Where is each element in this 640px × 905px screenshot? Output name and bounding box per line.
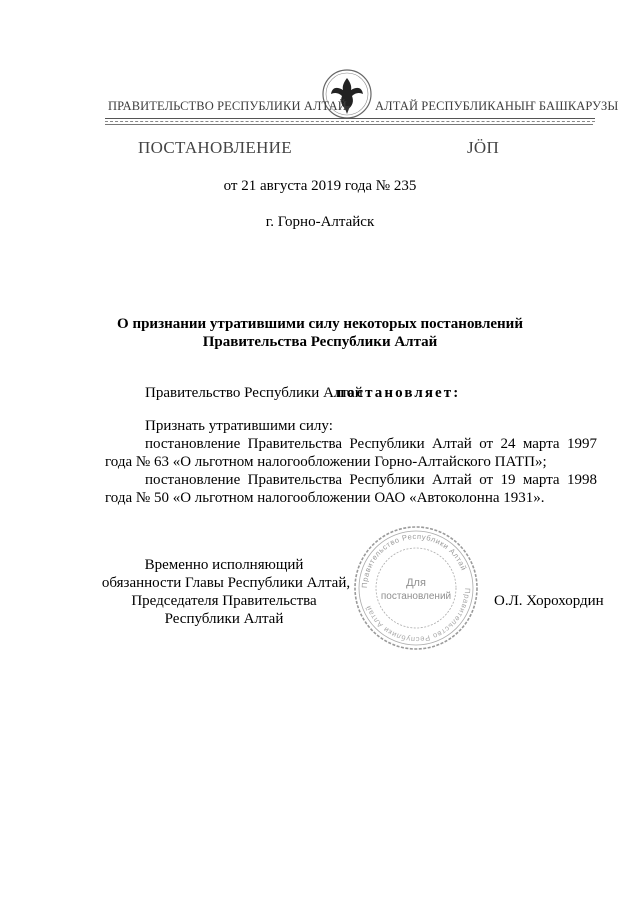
stamp-ring-text-2: Правительство Республики Алтай (363, 587, 473, 645)
header-rule (105, 121, 595, 122)
document-title: О признании утратившими силу некоторых постановлений (117, 316, 523, 332)
header-rule (105, 124, 593, 125)
repealed-item: постановление Правительства Республики Алтай от 24 марта 1997 (145, 436, 597, 452)
signatory-title: Председателя Правительства (131, 593, 317, 609)
doc-type-ru: ПОСТАНОВЛЕНИЕ (138, 138, 292, 157)
stamp-center-line1: Для (406, 577, 426, 589)
official-stamp (352, 524, 480, 652)
signer-name: О.Л. Хорохордин (494, 593, 604, 609)
signatory-title: обязанности Главы Республики Алтай, (101, 575, 351, 591)
date-number-line: от 21 августа 2019 года № 235 (223, 178, 417, 194)
doc-type-alt: JÖП (467, 138, 500, 157)
signatory-title: Республики Алтай (164, 611, 284, 627)
repealed-item: постановление Правительства Республики Алтай от 19 марта 1998 (145, 472, 597, 488)
city-line: г. Горно-Алтайск (265, 214, 375, 230)
stamp-ring-text: Правительство Республики Алтай (359, 531, 469, 589)
repealed-item: года № 63 «О льготном налогообложении Горно-Алтайского ПАТП»; (105, 454, 547, 470)
decree-verb: постановляет: (336, 385, 461, 401)
government-name-alt: АЛТАЙ РЕСПУБЛИКАНЫҤ БАШКАРУЗЫ (375, 99, 619, 113)
document-title: Правительства Республики Алтай (202, 334, 438, 350)
decree-prefix: Правительство Республики Алтай (145, 385, 363, 401)
government-name-ru: ПРАВИТЕЛЬСТВО РЕСПУБЛИКИ АЛТАЙ (108, 99, 347, 113)
header-rule (105, 118, 595, 119)
stamp-center-line2: постановлений (380, 591, 452, 602)
signatory-title: Временно исполняющий (144, 557, 304, 573)
recognize-text: Признать утратившими силу: (145, 418, 333, 434)
repealed-item: года № 50 «О льготном налогообложении ОАО «Автоколонна 1931». (105, 490, 545, 506)
